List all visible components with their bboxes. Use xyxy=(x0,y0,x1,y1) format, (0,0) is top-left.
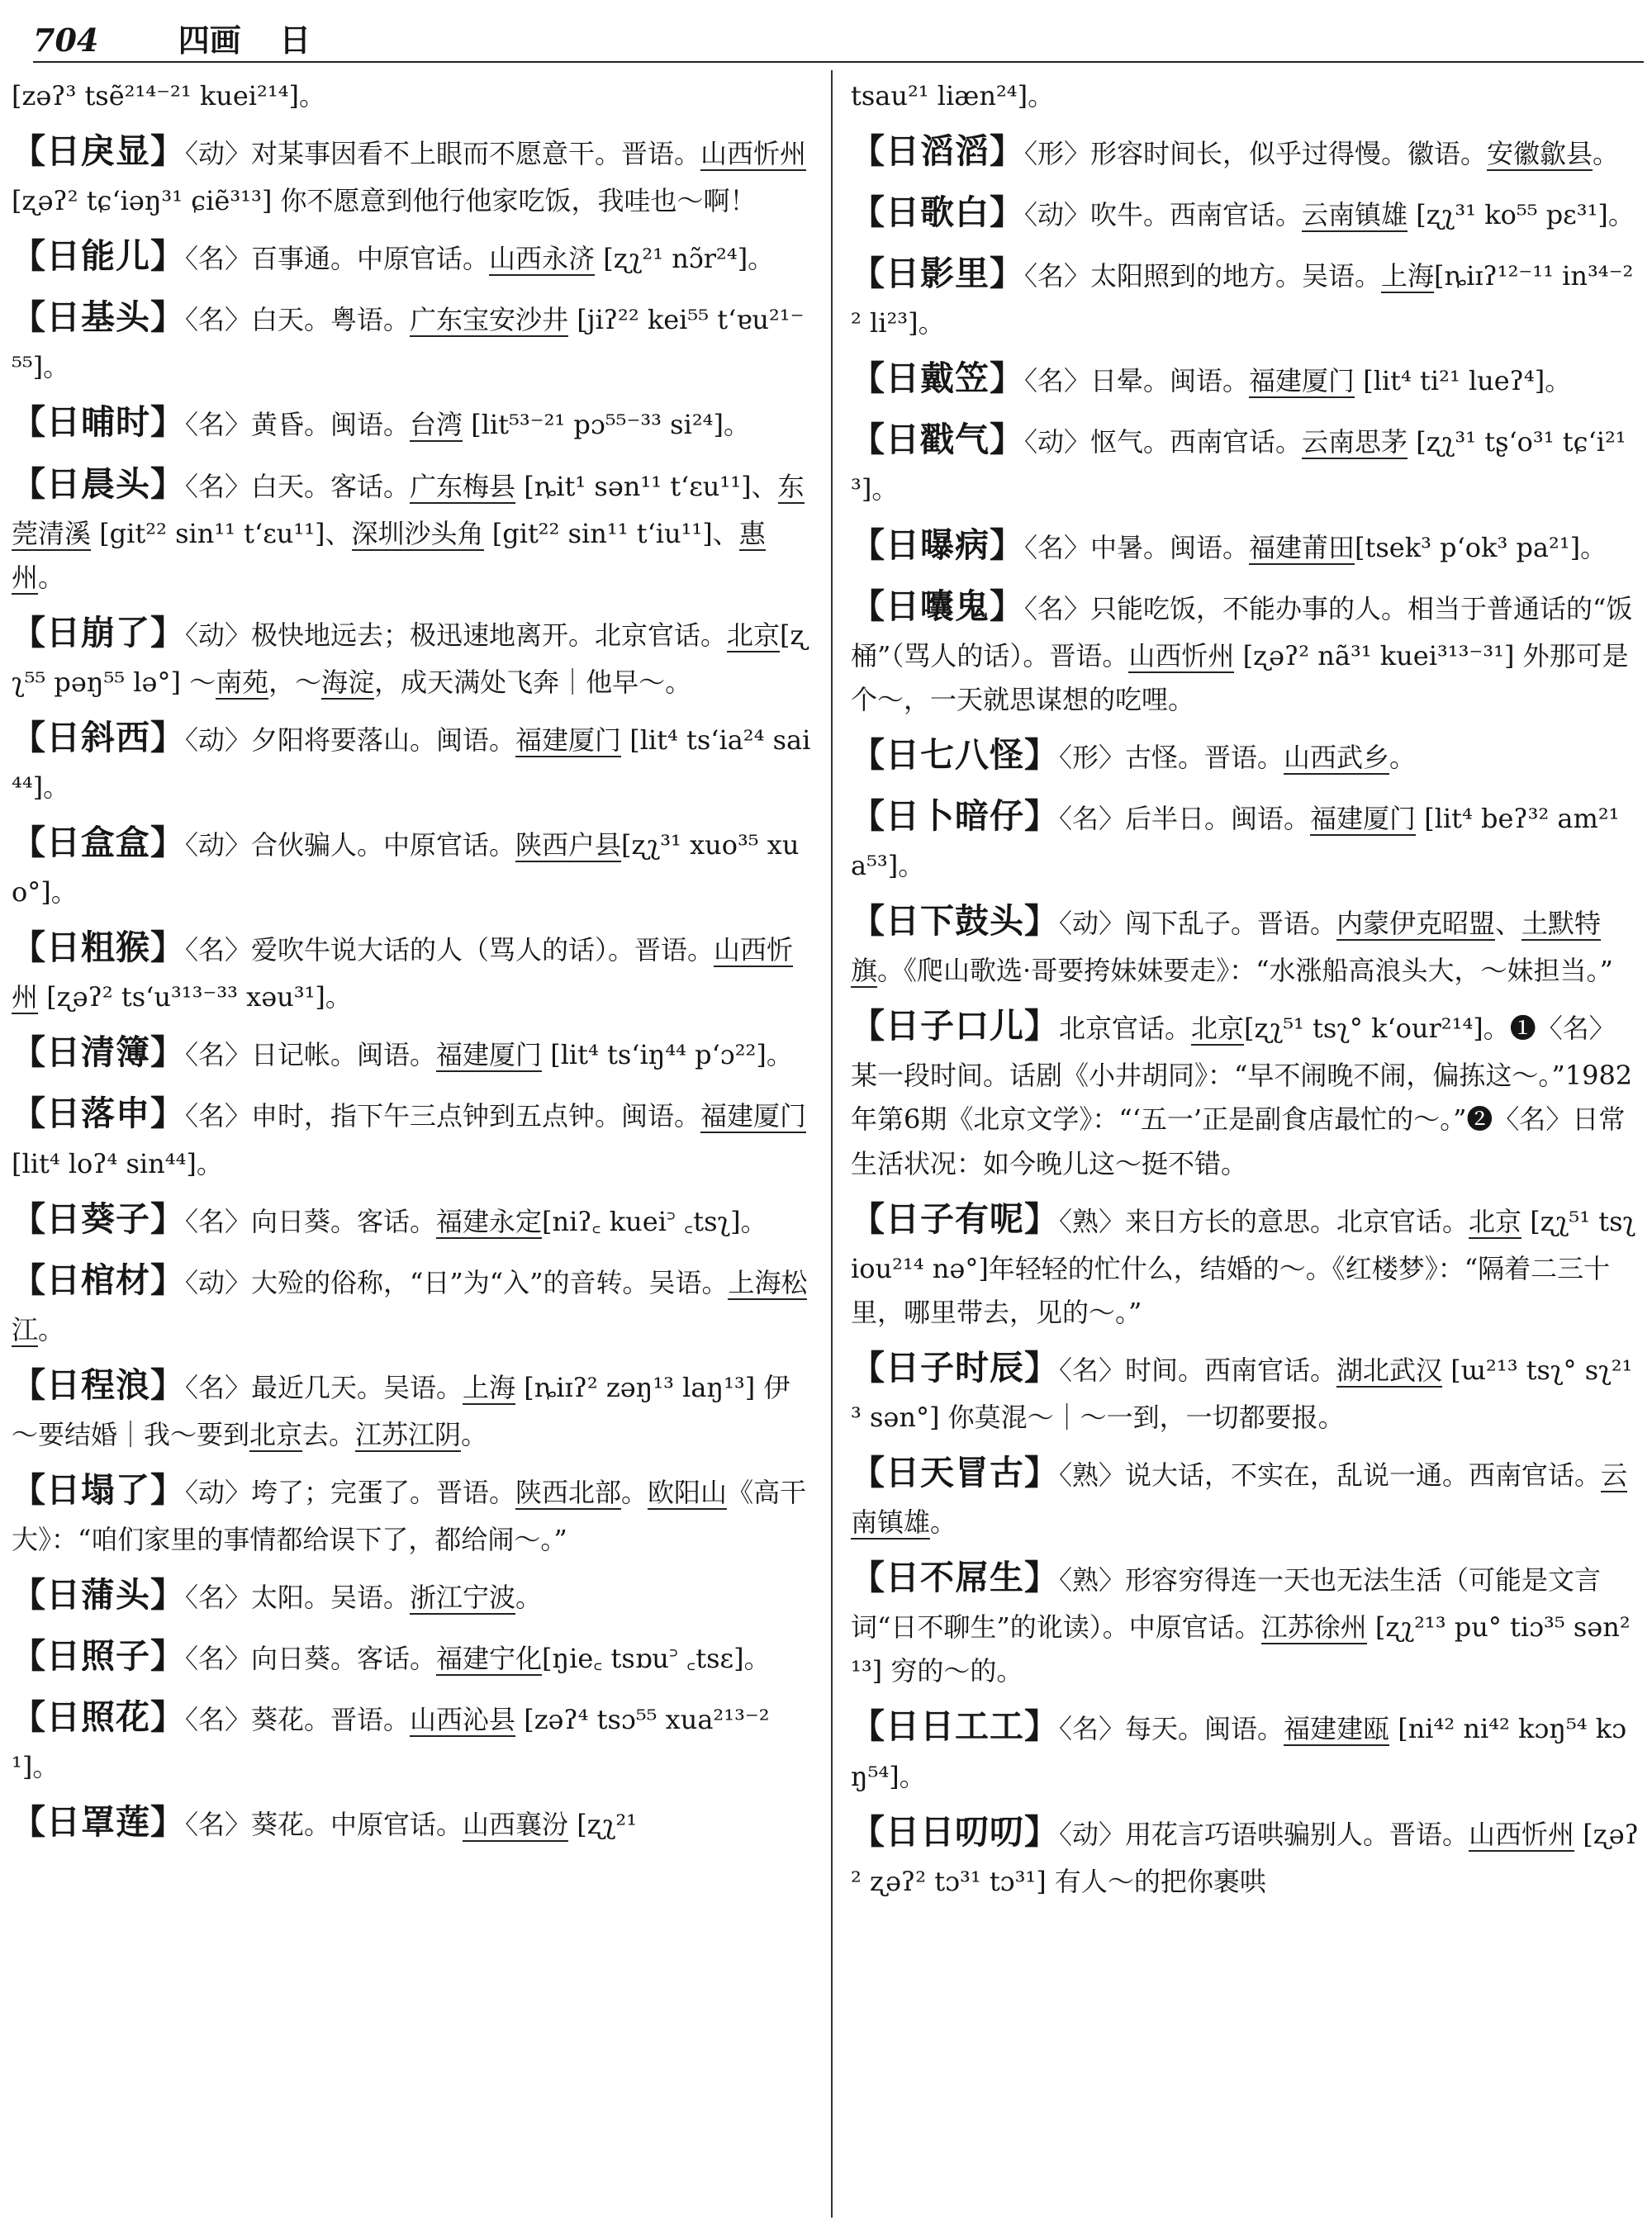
entry-text: [ʐʅ⁵⁵ pəŋ⁵⁵ lə°] ～ xyxy=(12,619,806,698)
entry-headword: 【日下鼓头】 xyxy=(851,901,1059,942)
place-name: 陕西户县 xyxy=(515,829,622,861)
dictionary-entry xyxy=(12,289,813,389)
entry-text: 《高干大》：“咱们家里的事情都给误下了，都给闹～。” xyxy=(12,1476,807,1556)
dictionary-entry xyxy=(851,1191,1640,1335)
place-name: 福建厦门 xyxy=(1249,365,1355,397)
entry-text: [ʐʅ³¹ ko⁵⁵ pɛ³¹]。 xyxy=(1408,199,1635,231)
place-name: 福建厦门 xyxy=(515,724,622,756)
entry-headword: 【日子有呢】 xyxy=(851,1198,1059,1239)
entry-headword: 【日曝病】 xyxy=(851,524,1024,565)
entry-text: 。 xyxy=(1389,741,1417,773)
entry-text: [ʐʅ⁵¹ tsʅ° kʻour²¹⁴]。❶〈名〉某一段时间。话剧《小井胡同》：“早不闹晚不闹，偏拣这～。”1982年第6期《北京文学》：“‘五一’正是副食店最忙的～。”❷〈名〉日常生活状况：如今晚儿这～挺不错。 xyxy=(851,1013,1633,1179)
place-name: 广东梅县 xyxy=(410,470,516,502)
entry-headword: 【日葵子】 xyxy=(12,1198,185,1239)
entry-text: [ȵit¹ sən¹¹ tʻɛu¹¹]、 xyxy=(515,470,778,502)
place-name: 浙江宁波 xyxy=(410,1582,516,1614)
dictionary-entry xyxy=(851,1804,1640,1904)
entry-headword: 【日蒲头】 xyxy=(12,1575,185,1616)
entry-text: [ni⁴² ni⁴² kɔŋ⁵⁴ kɔŋ⁵⁴]。 xyxy=(851,1713,1627,1792)
dictionary-entry xyxy=(12,1628,813,1684)
place-name: 安徽歙县 xyxy=(1487,138,1593,170)
entry-text: [git²² sin¹¹ tʻiu¹¹]、 xyxy=(483,517,739,549)
dictionary-entry xyxy=(851,893,1640,993)
dictionary-entry xyxy=(851,578,1640,722)
dictionary-entry xyxy=(851,245,1640,345)
entry-text: [ŋie꜀ tsɒu꜄ ꜀tsɛ]。 xyxy=(542,1643,771,1675)
entry-headword: 【日日叨叨】 xyxy=(851,1811,1059,1852)
header-rule xyxy=(33,61,1644,63)
entry-headword: 【日戾显】 xyxy=(12,131,185,172)
place-name: 福建厦门 xyxy=(1310,802,1417,834)
dictionary-entry xyxy=(851,1445,1640,1544)
entry-headword: 【日戴笠】 xyxy=(851,358,1024,399)
entry-text: 。 xyxy=(1593,138,1620,170)
dictionary-entry xyxy=(12,1567,813,1623)
dictionary-entry xyxy=(12,1252,813,1352)
dictionary-entry xyxy=(12,1689,813,1789)
column-divider xyxy=(831,70,833,2218)
dictionary-entry xyxy=(12,1085,813,1185)
place-name: 海淀 xyxy=(321,666,375,698)
entry-text: 〈名〉百事通。中原官话。 xyxy=(185,243,490,275)
place-name: 上海 xyxy=(1381,260,1435,292)
entry-text: 。 xyxy=(621,1476,648,1508)
entry-text: [lit⁴ tsʻia²⁴ sai⁴⁴]。 xyxy=(12,724,811,803)
entry-text: [ȵiɪʔ¹²⁻¹¹ in³⁴⁻²² li²³]。 xyxy=(851,260,1634,339)
entry-text: 、 xyxy=(1495,908,1522,940)
entry-headword: 【日罩莲】 xyxy=(12,1802,185,1843)
dictionary-entry xyxy=(12,1024,813,1080)
entry-text: 〈名〉葵花。中原官话。 xyxy=(185,1809,463,1841)
entry-text: 〈熟〉形容穷得连一天也无法生活（可能是文言词“日不聊生”的讹读）。中原官话。 xyxy=(851,1564,1602,1644)
place-name: 云南镇雄 xyxy=(1302,199,1408,231)
entry-text: [ʐəʔ² tɕʻiəŋ³¹ ɕiẽ³¹³] 你不愿意到他行他家吃饭，我哇也～啊！ xyxy=(12,185,757,217)
entry-text: [ʐəʔ² ʐəʔ² tɔ³¹ tɔ³¹] 有人～的把你裹哄 xyxy=(851,1818,1639,1897)
entry-text: 〈熟〉来日方长的意思。北京官话。 xyxy=(1059,1205,1469,1237)
entry-text: 〈名〉中暑。闽语。 xyxy=(1024,531,1250,563)
entry-headword: 【日粗猴】 xyxy=(12,928,185,968)
entry-headword: 【日崩了】 xyxy=(12,612,185,652)
entry-text: 〈名〉日晕。闽语。 xyxy=(1024,365,1250,397)
entry-text: 〈动〉极快地远去；极迅速地离开。北京官话。 xyxy=(185,619,728,651)
entry-headword: 【日斜西】 xyxy=(12,717,185,757)
entry-text: 〈动〉吹牛。西南官话。 xyxy=(1024,199,1303,231)
dictionary-entry xyxy=(12,456,813,600)
entry-headword: 【日落申】 xyxy=(12,1094,185,1134)
entry-headword: 【日晡时】 xyxy=(12,402,185,443)
entry-text: 〈动〉怄气。西南官话。 xyxy=(1024,426,1303,458)
entry-text: 北京官话。 xyxy=(1059,1013,1192,1045)
entry-text: 〈名〉爱吹牛说大话的人（骂人的话）。晋语。 xyxy=(185,934,714,966)
entry-headword: 【日滔滔】 xyxy=(851,131,1024,172)
entry-headword: 【日基头】 xyxy=(12,297,185,338)
entry-text: [lit⁴ ti²¹ lueʔ⁴]。 xyxy=(1355,365,1572,397)
entry-text: ，成天满处飞奔｜他早～。 xyxy=(374,666,692,698)
dictionary-entry xyxy=(851,1549,1640,1693)
dictionary-entry xyxy=(851,74,1640,118)
dictionary-entry xyxy=(851,350,1640,406)
entry-text: 〈动〉合伙骗人。中原官话。 xyxy=(185,829,516,861)
entry-text: [niʔ꜀ kuei꜄ ꜀tsʅ]。 xyxy=(542,1205,767,1237)
dictionary-entry xyxy=(851,123,1640,179)
place-name: 云南镇雄 xyxy=(851,1459,1628,1539)
left-column xyxy=(12,74,813,1855)
place-name: 山西武乡 xyxy=(1284,741,1390,773)
place-name: 北京 xyxy=(1469,1205,1522,1237)
entry-headword: 【日日工工】 xyxy=(851,1706,1059,1747)
dictionary-entry xyxy=(12,605,813,705)
entry-text: 〈名〉最近几天。吴语。 xyxy=(185,1371,463,1403)
place-name: 内蒙伊克昭盟 xyxy=(1336,908,1496,940)
entry-headword: 【日塌了】 xyxy=(12,1469,185,1510)
entry-text: 〈名〉太阳。吴语。 xyxy=(185,1582,411,1614)
place-name: 福建建瓯 xyxy=(1284,1713,1390,1745)
dictionary-entry xyxy=(12,919,813,1019)
dictionary-entry xyxy=(12,1357,813,1457)
place-name: 北京 xyxy=(249,1418,303,1450)
entry-text: 〈名〉向日葵。客话。 xyxy=(185,1205,437,1237)
place-name: 深圳沙头角 xyxy=(351,517,484,549)
dictionary-entry xyxy=(12,74,813,118)
entry-text: [ʐʅ²¹ nɔ̃r²⁴]。 xyxy=(595,243,775,275)
entry-headword: 【日照子】 xyxy=(12,1636,185,1677)
place-name: 上海 xyxy=(463,1371,516,1403)
entry-text: 〈名〉白天。客话。 xyxy=(185,470,411,502)
entry-text: [lit⁴ loʔ⁴ sin⁴⁴]。 xyxy=(12,1147,223,1179)
entry-text: 〈名〉后半日。闽语。 xyxy=(1059,802,1311,834)
entry-text: [ʐʅ²¹ xyxy=(568,1809,638,1841)
dictionary-entry xyxy=(12,123,813,223)
place-name: 山西襄汾 xyxy=(463,1809,569,1841)
entry-headword: 【日戳气】 xyxy=(851,420,1024,460)
place-name: 土默特旗 xyxy=(851,908,1602,987)
entry-text: 去。 xyxy=(302,1418,356,1450)
entry-text: 〈名〉白天。粤语。 xyxy=(185,304,411,336)
place-name: 台湾 xyxy=(410,409,463,441)
entry-text: [git²² sin¹¹ tʻɛu¹¹]、 xyxy=(91,517,352,549)
place-name: 上海松江 xyxy=(12,1266,808,1345)
place-name: 山西忻州 xyxy=(12,934,794,1013)
entry-headword: 【日程浪】 xyxy=(12,1364,185,1405)
place-name: 福建厦门 xyxy=(700,1100,807,1132)
entry-text: 。《爬山歌选·哥要挎妹妹要走》：“水涨船高浪头大，～妹担当。” xyxy=(877,955,1613,987)
dictionary-entry xyxy=(12,1191,813,1247)
page-header xyxy=(33,15,1652,64)
dictionary-entry xyxy=(851,727,1640,783)
entry-headword: 【日不屌生】 xyxy=(851,1558,1059,1598)
place-name: 福建莆田 xyxy=(1249,531,1355,563)
place-name: 云南思茅 xyxy=(1302,426,1408,458)
entry-text: 。 xyxy=(38,1313,65,1345)
place-name: 广东宝安沙井 xyxy=(410,304,569,336)
entry-text: 。 xyxy=(930,1506,957,1539)
entry-headword: 【日卜暗仔】 xyxy=(851,795,1059,836)
place-name: 陕西北部 xyxy=(515,1476,622,1508)
entry-text: [tsek³ pʻok³ pa²¹]。 xyxy=(1355,531,1607,563)
entry-text: 〈名〉太阳照到的地方。吴语。 xyxy=(1024,260,1382,292)
entry-headword: 【日能儿】 xyxy=(12,236,185,277)
entry-text: 〈动〉夕阳将要落山。闽语。 xyxy=(185,724,516,756)
entry-text: [lit⁴ tsʻiŋ⁴⁴ pʻɔ²²]。 xyxy=(542,1039,793,1071)
entry-text: [ʐʅ³¹ xuo³⁵ xuo°]。 xyxy=(12,829,800,909)
entry-headword: 【日盒盒】 xyxy=(12,823,185,863)
entry-headword: 【日晨头】 xyxy=(12,463,185,504)
entry-text: tsau²¹ liæn²⁴]。 xyxy=(851,80,1055,112)
entry-headword: 【日歌白】 xyxy=(851,192,1024,233)
dictionary-entry xyxy=(12,709,813,809)
entry-text: 〈熟〉说大话，不实在，乱说一通。西南官话。 xyxy=(1059,1459,1602,1492)
dictionary-entry xyxy=(851,411,1640,511)
entry-text: [lit⁵³⁻²¹ pɔ⁵⁵⁻³³ si²⁴]。 xyxy=(463,409,750,441)
dictionary-entry xyxy=(851,998,1640,1185)
entry-text: 〈形〉形容时间长，似乎过得慢。徽语。 xyxy=(1024,138,1488,170)
entry-headword: 【日棺材】 xyxy=(12,1260,185,1300)
entry-text: [ʐʅ³¹ tʂʻo³¹ tɕʻi²¹³]。 xyxy=(851,426,1626,505)
entry-headword: 【日天冒古】 xyxy=(851,1453,1059,1493)
dictionary-entry xyxy=(12,1794,813,1850)
dictionary-entry xyxy=(851,517,1640,573)
place-name: 湖北武汉 xyxy=(1336,1354,1443,1386)
entry-text: 。 xyxy=(515,1582,543,1614)
entry-text: [jiʔ²² kei⁵⁵ tʻɐu²¹⁻⁵⁵]。 xyxy=(12,304,805,383)
dictionary-entry xyxy=(851,788,1640,888)
entry-headword: 【日七八怪】 xyxy=(851,734,1059,775)
entry-text: 〈名〉向日葵。客话。 xyxy=(185,1643,437,1675)
entry-headword: 【日照花】 xyxy=(12,1697,185,1738)
radical-label: 日 xyxy=(279,21,311,59)
entry-text: 〈动〉垮了；完蛋了。晋语。 xyxy=(185,1476,516,1508)
place-name: 惠州 xyxy=(12,517,766,593)
entry-text: 〈名〉时间。西南官话。 xyxy=(1059,1354,1337,1386)
entry-text: 〈名〉葵花。晋语。 xyxy=(185,1704,411,1736)
place-name: 山西沁县 xyxy=(410,1704,516,1736)
place-name: 南苑 xyxy=(216,666,269,698)
entry-text: 。 xyxy=(461,1418,488,1450)
right-column xyxy=(851,74,1640,1909)
place-name: 欧阳山 xyxy=(648,1476,728,1508)
entry-text: 〈动〉大殓的俗称，“日”为“入”的音转。吴语。 xyxy=(185,1266,729,1298)
entry-text: 〈名〉黄昏。闽语。 xyxy=(185,409,411,441)
entry-text: [ʐəʔ² tsʻu³¹³⁻³³ xəu³¹]。 xyxy=(38,981,352,1013)
entry-text: [lit⁴ beʔ³² am²¹ a⁵³]。 xyxy=(851,802,1620,881)
entry-text: [ʐʅ²¹³ pu° tiɔ³⁵ sən²¹³] 穷的～的。 xyxy=(851,1611,1631,1687)
dictionary-entry xyxy=(851,1340,1640,1440)
place-name: 福建厦门 xyxy=(436,1039,543,1071)
place-name: 北京 xyxy=(727,619,781,651)
entry-text: 〈动〉闯下乱子。晋语。 xyxy=(1059,908,1337,940)
place-name: 山西忻州 xyxy=(1469,1818,1575,1850)
place-name: 江苏徐州 xyxy=(1260,1611,1367,1644)
entry-text: [ʐʅ⁵¹ tsʅ iou²¹⁴ nə°]年轻轻的忙什么，结婚的～。《红楼梦》：“隔着二三十里，哪里带去，见的～。” xyxy=(851,1205,1636,1328)
dictionary-entry xyxy=(851,1698,1640,1798)
place-name: 山西永济 xyxy=(489,243,596,275)
dictionary-entry xyxy=(12,1462,813,1562)
dictionary-entry xyxy=(12,394,813,450)
dictionary-entry xyxy=(12,814,813,914)
entry-headword: 【日囔鬼】 xyxy=(851,586,1024,626)
dictionary-entry xyxy=(851,184,1640,240)
entry-text: 〈名〉日记帐。闽语。 xyxy=(185,1039,437,1071)
entry-text: [ȵiɪʔ² zəŋ¹³ laŋ¹³] 伊～要结婚｜我～要到 xyxy=(12,1371,790,1450)
entry-headword: 【日子时辰】 xyxy=(851,1347,1059,1388)
entry-text: 〈名〉申时，指下午三点钟到五点钟。闽语。 xyxy=(185,1100,701,1132)
place-name: 江苏江阴 xyxy=(355,1418,462,1450)
entry-text: ，～ xyxy=(268,666,322,698)
entry-headword: 【日清簿】 xyxy=(12,1032,185,1073)
entry-text: 〈名〉每天。闽语。 xyxy=(1059,1713,1284,1745)
entry-headword: 【日影里】 xyxy=(851,254,1024,294)
entry-text: [ɯ²¹³ tsʅ° sʅ²¹³ sən°] 你莫混～｜～一到，一切都要报。 xyxy=(851,1354,1633,1433)
place-name: 山西忻州 xyxy=(700,138,807,170)
place-name: 山西忻州 xyxy=(1128,639,1235,671)
entry-text: [zəʔ⁴ tsɔ⁵⁵ xua²¹³⁻²¹]。 xyxy=(12,1704,770,1783)
page-number: 704 xyxy=(33,21,99,59)
place-name: 福建宁化 xyxy=(436,1643,543,1675)
entry-text: 〈名〉只能吃饭，不能办事的人。相当于普通话的“饭桶”（骂人的话）。晋语。 xyxy=(851,592,1633,671)
entry-text: 。 xyxy=(38,561,65,593)
entry-text: [ʐəʔ² nã³¹ kuei³¹³⁻³¹] 外那可是个～，一天就思谋想的吃哩。 xyxy=(851,639,1629,715)
entry-headword: 【日子口儿】 xyxy=(851,1006,1059,1046)
entry-text: 〈形〉古怪。晋语。 xyxy=(1059,741,1284,773)
entry-text: 〈动〉对某事因看不上眼而不愿意干。晋语。 xyxy=(185,138,701,170)
entry-text: [zəʔ³ tsẽ²¹⁴⁻²¹ kuei²¹⁴]。 xyxy=(12,80,326,112)
place-name: 东莞清溪 xyxy=(12,470,805,549)
entry-text: 〈动〉用花言巧语哄骗别人。晋语。 xyxy=(1059,1818,1469,1850)
place-name: 福建永定 xyxy=(436,1205,543,1237)
section-label: 四画 xyxy=(178,21,241,59)
dictionary-entry xyxy=(12,228,813,284)
place-name: 北京 xyxy=(1191,1013,1245,1045)
